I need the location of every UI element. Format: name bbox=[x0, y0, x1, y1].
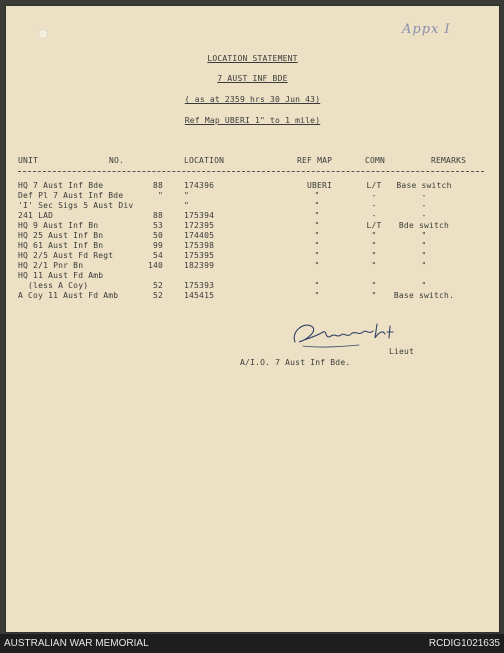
cell-remarks: " bbox=[421, 251, 427, 260]
cell-unit: HQ 11 Aust Fd Amb bbox=[18, 271, 104, 280]
document-title: LOCATION STATEMENT bbox=[207, 54, 298, 63]
cell-no: 88 bbox=[152, 181, 163, 190]
table-row bbox=[6, 221, 499, 231]
cell-location: 175398 bbox=[184, 241, 215, 250]
cell-ref-map: UBERI bbox=[307, 181, 333, 190]
table-row bbox=[6, 251, 499, 261]
cell-comn: - bbox=[371, 201, 377, 210]
cell-no: 52 bbox=[152, 281, 163, 290]
cell-unit: HQ 25 Aust Inf Bn bbox=[18, 231, 104, 240]
cell-comn: " bbox=[371, 281, 377, 290]
cell-ref-map: " bbox=[314, 221, 320, 230]
cell-location: 175394 bbox=[184, 211, 215, 220]
col-header-no: NO. bbox=[109, 156, 125, 165]
cell-remarks: - bbox=[421, 211, 427, 220]
cell-remarks: - bbox=[421, 191, 427, 200]
cell-comn: L/T bbox=[366, 221, 382, 230]
cell-no: 53 bbox=[152, 221, 163, 230]
cell-unit: HQ 61 Aust Inf Bn bbox=[18, 241, 104, 250]
table-row bbox=[6, 291, 499, 301]
cell-comn: " bbox=[371, 251, 377, 260]
cell-location: " bbox=[184, 191, 190, 200]
cell-comn: - bbox=[371, 191, 377, 200]
table-row bbox=[6, 211, 499, 221]
formation-title: 7 AUST INF BDE bbox=[217, 74, 288, 83]
cell-remarks: Base switch bbox=[396, 181, 452, 190]
cell-no: 88 bbox=[152, 211, 163, 220]
cell-location: 172395 bbox=[184, 221, 215, 230]
cell-remarks: Base switch. bbox=[393, 291, 455, 300]
cell-no: 140 bbox=[148, 261, 164, 270]
header-rule bbox=[18, 171, 484, 172]
cell-ref-map: " bbox=[314, 291, 320, 300]
col-header-remarks: REMARKS bbox=[431, 156, 467, 165]
col-header-location: LOCATION bbox=[184, 156, 225, 165]
cell-ref-map: " bbox=[314, 191, 320, 200]
cell-unit: HQ 9 Aust Inf Bn bbox=[18, 221, 99, 230]
table-row bbox=[6, 201, 499, 211]
as-at-line: ( as at 2359 hrs 30 Jun 43) bbox=[184, 95, 321, 104]
table-row bbox=[6, 191, 499, 201]
cell-remarks: " bbox=[421, 261, 427, 270]
cell-unit: A Coy 11 Aust Fd Amb bbox=[18, 291, 119, 300]
signatory-rank: Lieut bbox=[389, 347, 415, 356]
col-header-unit: UNIT bbox=[18, 156, 39, 165]
cell-no: 52 bbox=[152, 291, 163, 300]
cell-comn: L/T bbox=[366, 181, 382, 190]
cell-remarks: Bde switch bbox=[398, 221, 450, 230]
cell-comn: " bbox=[371, 231, 377, 240]
table-row bbox=[6, 231, 499, 241]
cell-location: 175393 bbox=[184, 281, 215, 290]
cell-ref-map: " bbox=[314, 281, 320, 290]
col-header-comn: COMN bbox=[365, 156, 386, 165]
cell-no: " bbox=[157, 191, 163, 200]
cell-remarks: " bbox=[421, 281, 427, 290]
cell-no: 99 bbox=[152, 241, 163, 250]
cell-ref-map: " bbox=[314, 211, 320, 220]
cell-location: 182399 bbox=[184, 261, 215, 270]
cell-comn: " bbox=[371, 261, 377, 270]
cell-unit: 'I' Sec Sigs 5 Aust Div bbox=[18, 201, 134, 210]
ref-map-line: Ref Map UBERI 1" to 1 mile) bbox=[184, 116, 321, 125]
cell-ref-map: " bbox=[314, 251, 320, 260]
cell-unit: (less A Coy) bbox=[18, 281, 89, 290]
cell-unit: HQ 2/1 Pnr Bn bbox=[18, 261, 84, 270]
cell-comn: - bbox=[371, 211, 377, 220]
cell-location: " bbox=[184, 201, 190, 210]
table-row bbox=[6, 271, 499, 281]
cell-remarks: - bbox=[421, 201, 427, 210]
cell-unit: 241 LAD bbox=[18, 211, 54, 220]
archive-name: AUSTRALIAN WAR MEMORIAL bbox=[4, 638, 149, 649]
cell-location: 174396 bbox=[184, 181, 215, 190]
cell-ref-map: " bbox=[314, 261, 320, 270]
table-row bbox=[6, 181, 499, 191]
cell-unit: HQ 7 Aust Inf Bde bbox=[18, 181, 104, 190]
cell-no: 54 bbox=[152, 251, 163, 260]
cell-comn: " bbox=[371, 241, 377, 250]
handwritten-signature bbox=[289, 318, 404, 352]
cell-ref-map: " bbox=[314, 231, 320, 240]
cell-no: 50 bbox=[152, 231, 163, 240]
table-row bbox=[6, 261, 499, 271]
cell-location: 175395 bbox=[184, 251, 215, 260]
table-row bbox=[6, 281, 499, 291]
cell-ref-map: " bbox=[314, 201, 320, 210]
appendix-annotation: Appx I bbox=[402, 22, 451, 37]
archive-reference: RCDIG1021635 bbox=[428, 638, 500, 649]
cell-location: 145415 bbox=[184, 291, 215, 300]
cell-unit: HQ 2/5 Aust Fd Regt bbox=[18, 251, 114, 260]
document-page bbox=[6, 6, 499, 632]
cell-location: 174405 bbox=[184, 231, 215, 240]
punch-hole bbox=[38, 29, 48, 39]
signatory-appointment: A/I.O. 7 Aust Inf Bde. bbox=[240, 358, 351, 367]
archive-footer bbox=[0, 634, 504, 653]
cell-ref-map: " bbox=[314, 241, 320, 250]
table-row bbox=[6, 241, 499, 251]
cell-comn: " bbox=[371, 291, 377, 300]
cell-remarks: " bbox=[421, 241, 427, 250]
cell-unit: Def Pl 7 Aust Inf Bde bbox=[18, 191, 124, 200]
col-header-ref-map: REF MAP bbox=[297, 156, 333, 165]
cell-remarks: " bbox=[421, 231, 427, 240]
